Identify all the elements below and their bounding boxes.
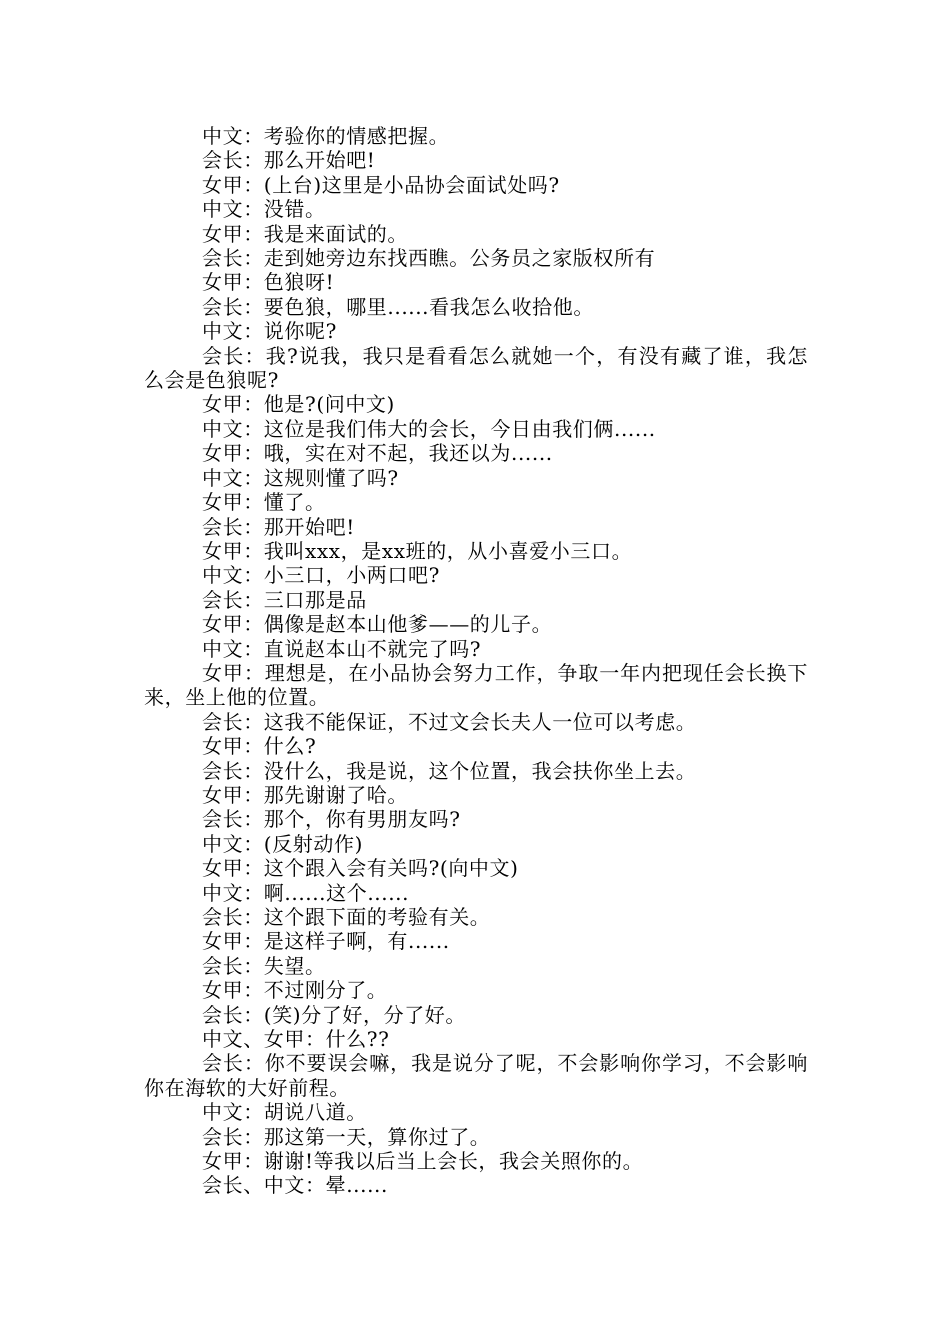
dialogue-line: 中文：没错。 (202, 197, 326, 222)
dialogue-line: 女甲：我是来面试的。 (202, 221, 408, 246)
dialogue-line: 会长：(笑)分了好，分了好。 (202, 1002, 467, 1027)
dialogue-line: 女甲：色狼呀! (202, 270, 335, 295)
dialogue-line: 女甲：是这样子啊，有...... (202, 929, 450, 954)
dialogue-line: 会长：这个跟下面的考验有关。 (202, 905, 491, 929)
dialogue-line: 会长：那这第一天，算你过了。 (202, 1124, 491, 1149)
dialogue-line: 女甲：理想是，在小品协会努力工作，争取一年内把现任会长换下来，坐上他的位置。 (144, 660, 808, 710)
dialogue-line: 女甲：这个跟入会有关吗?(向中文) (202, 856, 519, 881)
dialogue-line: 会长：走到她旁边东找西瞧。公务员之家版权所有 (202, 246, 656, 271)
dialogue-line: 女甲：哦，实在对不起，我还以为...... (202, 441, 553, 466)
dialogue-line: 女甲：他是?(问中文) (202, 392, 395, 417)
dialogue-line: 中文：啊......这个...... (202, 880, 410, 905)
dialogue-line: 会长：这我不能保证，不过文会长夫人一位可以考虑。 (202, 709, 697, 734)
dialogue-line: 中文：这位是我们伟大的会长，今日由我们俩...... (202, 416, 656, 441)
dialogue-line: 会长、中文：晕...... (202, 1173, 388, 1198)
dialogue-line: 女甲：那先谢谢了哈。 (202, 782, 408, 807)
dialogue-line: 会长：我?说我，我只是看看怎么就她一个，有没有藏了谁，我怎么会是色狼呢? (144, 343, 808, 393)
dialogue-line: 女甲：什么? (202, 734, 317, 759)
dialogue-line: 中文：说你呢? (202, 319, 337, 344)
dialogue-line: 女甲：谢谢!等我以后当上会长，我会关照你的。 (202, 1149, 644, 1174)
dialogue-line: 会长：那开始吧! (202, 514, 355, 539)
dialogue-line: 中文：直说赵本山不就完了吗? (202, 636, 482, 661)
dialogue-line: 中文：小三口，小两口吧? (202, 563, 440, 588)
dialogue-line: 会长：你不要误会嘛，我是说分了呢，不会影响你学习，不会影响你在海软的大好前程。 (144, 1051, 808, 1100)
dialogue-line: 中文：考验你的情感把握。 (202, 124, 450, 148)
dialogue-script (144, 124, 808, 1198)
dialogue-line: 中文、女甲：什么?? (202, 1027, 390, 1052)
dialogue-line: 会长：那么开始吧! (202, 148, 376, 173)
dialogue-line: 会长：三口那是品 (202, 587, 367, 612)
dialogue-line: 中文：这规则懂了吗? (202, 465, 399, 490)
dialogue-line: 会长：没什么，我是说，这个位置，我会扶你坐上去。 (202, 758, 697, 783)
dialogue-line: 中文：胡说八道。 (202, 1100, 367, 1125)
dialogue-line: 会长：那个，你有男朋友吗? (202, 807, 461, 832)
dialogue-line: 女甲：不过刚分了。 (202, 978, 388, 1003)
dialogue-line: 女甲：(上台)这里是小品协会面试处吗? (202, 172, 560, 197)
dialogue-line: 女甲：懂了。 (202, 490, 326, 515)
dialogue-line: 会长：要色狼，哪里......看我怎么收拾他。 (202, 294, 594, 319)
dialogue-line: 女甲：我叫xxx，是xx班的，从小喜爱小三口。 (202, 538, 633, 563)
dialogue-line: 女甲：偶像是赵本山他爹——的儿子。 (202, 612, 553, 637)
dialogue-line: 中文：(反射动作) (202, 831, 364, 856)
dialogue-line: 会长：失望。 (202, 953, 326, 978)
